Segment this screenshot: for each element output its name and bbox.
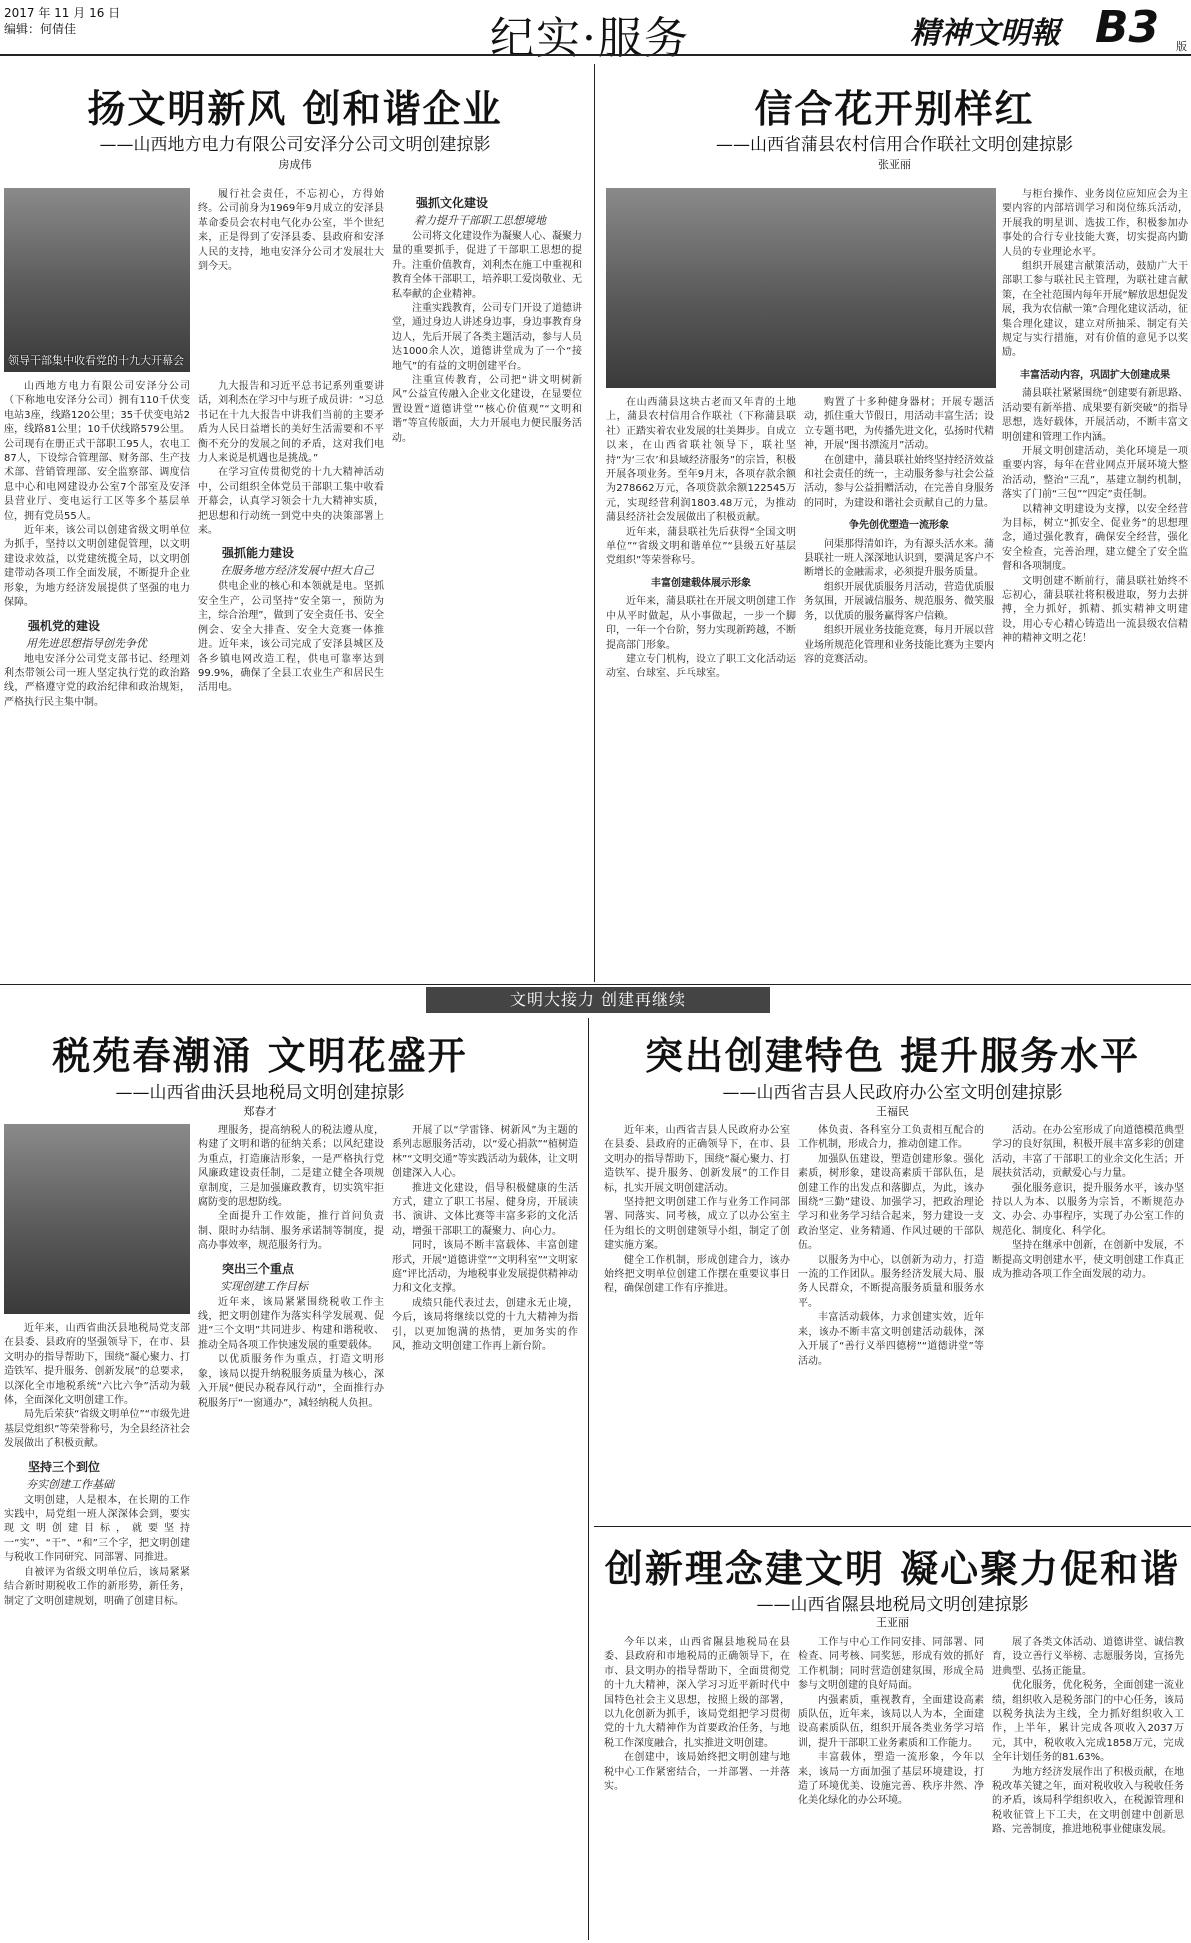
article3-paragraph: 开展了以“学雷锋、树新风”为主题的系列志愿服务活动，以“爱心捐款”“植树造林”“文明交通”等实践活动为载体，让文明创建深入人心。 bbox=[392, 1125, 578, 1180]
article3-photo bbox=[4, 1124, 190, 1314]
article4-title: 突出创建特色 提升服务水平 bbox=[644, 1034, 1141, 1078]
article3-paragraph: 文明创建，人是根本，在长期的工作实践中，局党组一班人深深体会到，要实现文明创建目标，就要坚持一“实”、“干”、“和”三个字，把文明创建与税收工作同研究、同部署、同推进。 bbox=[4, 1494, 190, 1564]
article5-column-1 bbox=[604, 1636, 790, 1938]
article4-subtitle: ——山西省吉县人民政府办公室文明创建掠影 bbox=[722, 1083, 1063, 1103]
article1-paragraph: 公司将文化建设作为凝聚人心、凝聚力量的重要抓手，促进了干部职工思想的提升。注重价值教育，刘利杰在施工中重视和教育全体干部职工，培养职工爱岗敬业、无私奉献的企业精神。 bbox=[392, 231, 582, 300]
article2-column-2 bbox=[804, 396, 994, 980]
article2-column-1 bbox=[606, 396, 796, 980]
column-divider bbox=[594, 64, 595, 982]
article1-paragraph: 注重实践教育，公司专门开设了道德讲堂，通过身边人讲述身边事，身边事教育身边人，先后开展了各类主题活动，参与人员达1000余人次，道德讲堂成为了一个“接地气”的有益的文明创建平台。 bbox=[392, 303, 582, 372]
article2-paragraph: 问渠那得清如许，为有源头活水来。蒲县联社一班人深深地认识到，要满足客户不断增长的金融需求，必须提升服务质量。 bbox=[804, 538, 994, 579]
article3-paragraph: 局先后荣获“省级文明单位”“市级先进基层党组织”等荣誉称号，为全县经济社会发展做出了积极贡献。 bbox=[4, 1409, 190, 1450]
article2-paragraph: 在创建中，蒲县联社始终坚持经济效益和社会责任的统一，主动服务参与社会公益活动，参与公益捐赠活动，在完善自身服务的同时，为建设和谐社会贡献自己的力量。 bbox=[804, 454, 994, 509]
article1-section-heading: 强机党的建设 bbox=[28, 618, 101, 633]
article2-paragraph: 在山西蒲县这块古老而又年青的土地上，蒲县农村信用合作联社（下称蒲县联社）正踏实着农业发展的壮美舞步。自成立以来，在山西省联社领导下，联社坚持“为‘三农’和县域经济服务”的宗旨，积极开展各项业务。至年9月末，各项存款余额为278662万元，各项贷款余额122545万元，实现经营利润1803.48万元，为推动蒲县经济社会发展做出了积极贡献。 bbox=[606, 397, 796, 524]
article1-paragraph: 供电企业的核心和本领就是电。坚抓安全生产，公司坚持“安全第一，预防为主，综合治理”，做到了安全责任书、安全例会、安全大排查、安全大竞赛一体推进。近年来，该公司完成了安泽县城区及各乡镇电网改造工程，供电可靠率达到99.9%，确保了全县工农业生产和居民生活用电。 bbox=[198, 581, 384, 694]
article1-section-subheading: 着力提升干部职工思想境地 bbox=[414, 214, 546, 227]
article3-section-heading: 坚持三个到位 bbox=[28, 1459, 101, 1474]
article3-paragraph: 理服务，提高纳税人的税法遵从度，构建了文明和谐的征纳关系；以风纪建设为重点，打造廉洁形象，一是严格执行党风廉政建设责任制，二是建立健全各项规章制度，三是加强廉政教育，切实筑牢拒腐防变的思想防线。 bbox=[198, 1125, 384, 1209]
article2-section-heading: 丰富活动内容，巩固扩大创建成果 bbox=[1020, 369, 1170, 381]
article1-column-3 bbox=[392, 188, 582, 980]
article1-column-1 bbox=[4, 380, 190, 980]
issue-date: 2017 年 11 月 16 日 bbox=[4, 6, 121, 20]
article3-paragraph: 以优质服务作为重点，打造文明形象，该局以提升纳税服务质量为核心，深入开展“便民办税春风行动”，全面推行办税服务厅“一窗通办”，减轻纳税人负担。 bbox=[198, 1354, 384, 1409]
article5-paragraph: 今年以来，山西省隰县地税局在县委、县政府和市地税局的正确领导下，在市、县文明办的指导帮助下，全面贯彻党的十九大精神，深入学习习近平新时代中国特色社会主义思想，按照上级的部署，以九化创新为抓手，该局党组把学习贯彻党的十九大精神作为首要政治任务，与地税工作深度融合，扎实推进文明创建。 bbox=[604, 1637, 790, 1749]
article2-title: 信合花开别样红 bbox=[754, 87, 1035, 131]
article3-title: 税苑春潮涌 文明花盛开 bbox=[52, 1034, 468, 1078]
article5-paragraph: 优化服务，优化税务，全面创建一流业绩，组织收入是税务部门的中心任务，该局以税务执法为主线，全力抓好组织收入工作，上半年，累计完成各项收入2037万元，其中，税收收入完成1858万元，完成全年计划任务的81.63%。 bbox=[992, 1680, 1184, 1764]
article1-paragraph: 近年来，该公司以创建省级文明单位为抓手，坚持以文明创建促管理，以文明建设求效益，以党建统揽全局，以文明创建带动各项工作全面发展，不断提升企业形象，为地方经济发展提供了坚强的电力保障。 bbox=[4, 525, 190, 609]
article2-section-heading: 丰富创建载体展示形象 bbox=[651, 577, 751, 589]
article3-paragraph: 同时，该局不断丰富载体、丰富创建形式，开展“道德讲堂”“文明科室”“文明家庭”评比活动，为地税事业发展提供精神动力和文化支撑。 bbox=[392, 1240, 578, 1295]
article2-paragraph: 组织开展建言献策活动，鼓励广大干部职工参与联社民主管理，为联社建言献策，在全社范围内每年开展“解放思想促发展，我为农信献一策”合理化建议活动，征集合理化建议，建立对所抽采、制定有关规定与实行措施，对有价值的意见予以奖励。 bbox=[1002, 261, 1188, 359]
article4-column-2 bbox=[798, 1124, 984, 1516]
article1-title: 扬文明新风 创和谐企业 bbox=[87, 87, 503, 131]
article4-paragraph: 活动。在办公室形成了向道德模范典型学习的良好氛围，积极开展丰富多彩的创建活动，丰富了干部职工的业余文化生活；开展扶贫活动，贡献爱心与力量。 bbox=[992, 1125, 1184, 1180]
article4-column-3 bbox=[992, 1124, 1184, 1516]
article5-paragraph: 内强素质，重视教育，全面建设高素质队伍，近年来，该局以人为本，全面建设高素质队伍，组织开展各类业务学习培训，提升干部职工业务素质和工作能力。 bbox=[798, 1694, 984, 1749]
article2-paragraph: 近年来，蒲县联社先后获得“全国文明单位”“省级文明和谐单位”“县级五好基层党组织”等荣誉称号。 bbox=[606, 526, 796, 567]
article5-title: 创新理念建文明 凝心聚力促和谐 bbox=[604, 1547, 1181, 1591]
article2-paragraph: 蒲县联社紧紧围绕“创建要有新思路、活动要有新举措、成果要有新突破”的指导思想，选好载体，开展活动，不断丰富文明创建和管理工作内涵。 bbox=[1002, 388, 1188, 443]
article4-paragraph: 体负责、各科室分工负责相互配合的工作机制，形成合力，推动创建工作。 bbox=[798, 1125, 984, 1151]
article4-paragraph: 加强队伍建设，塑造创建形象。强化素质，树形象，建设高素质干部队伍，是创建工作的出发点和落脚点，为此，该办围绕“三勤”建设、加强学习，把政治理论学习和业务学习结合起来，努力建设一支政治坚定、业务精通、作风过硬的干部队伍。 bbox=[798, 1153, 984, 1252]
article1-paragraph: 地电安泽分公司党支部书记、经理刘利杰带领公司一班人坚定执行党的政治路线，严格遵守党的政治纪律和政治规矩，严格执行民主集中制。 bbox=[4, 653, 190, 708]
article5-byline: 王亚丽 bbox=[876, 1616, 909, 1629]
header-rule bbox=[0, 54, 1191, 56]
section-title: 纪实·服务 bbox=[490, 13, 690, 64]
article5-subtitle: ——山西省隰县地税局文明创建掠影 bbox=[756, 1595, 1029, 1615]
article2-paragraph: 与柜台操作、业务岗位应知应会为主要内容的内部培训学习和岗位练兵活动，开展我的明星训、选拔工作，积极参加办事处的合行专业技能大赛，切实提高内勤人员的专业理论水平。 bbox=[1002, 189, 1188, 258]
article1-byline: 房成伟 bbox=[278, 158, 312, 171]
article4-column-1 bbox=[604, 1124, 790, 1516]
article5-paragraph: 在创建中，该局始终把文明创建与地税中心工作紧密结合，一并部署、一并落实。 bbox=[604, 1752, 790, 1793]
article1-column-2-top bbox=[198, 188, 384, 372]
article3-paragraph: 近年来，该局紧紧围绕税收工作主线，把文明创建作为落实科学发展观、促进“三个文明”共同进步、构建和谐税收、推动全局各项工作快速发展的重要载体。 bbox=[198, 1296, 384, 1351]
article1-paragraph: 山西地方电力有限公司安泽分公司（下称地电安泽分公司）拥有110千伏变电站3座，线路120公里；35千伏变电站2座，线路81公里；10千伏线路579公里。公司现有在册正式干部职工95人，农电工87人，下设综合管理部、财务部、生产技术部、营销管理部、安全监察部、调度信息中心和电网建设办公室7个部室及安泽县营业厅、变电运行工区等多个基层单位，拥有党员55人。 bbox=[4, 381, 190, 522]
article1-paragraph: 九大报告和习近平总书记系列重要讲话，刘利杰在学习中与班子成员讲：“习总书记在十九大报告中讲我们当前的主要矛盾为人民日益增长的美好生活需要和不平衡不充分的发展之间的矛盾，这对我们电力人来说是机遇也是挑战。” bbox=[198, 381, 384, 465]
column-divider bbox=[588, 1018, 589, 1940]
article3-byline: 郑春才 bbox=[243, 1105, 277, 1118]
article4-paragraph: 坚持在继承中创新，在创新中发展，不断提高文明创建水平，使文明创建工作真正成为推动各项工作全面发展的动力。 bbox=[992, 1240, 1184, 1281]
article2-byline: 张亚丽 bbox=[878, 158, 911, 171]
newspaper-name: 精神文明報 bbox=[910, 16, 1060, 51]
page-number: B3 bbox=[1095, 2, 1160, 53]
page-suffix: 版 bbox=[1176, 40, 1187, 53]
article5-column-3 bbox=[992, 1636, 1184, 1938]
article2-paragraph: 组织开展业务技能竞赛，每月开展以营业场所规范化管理和业务技能比赛为主要内容的竞赛活动。 bbox=[804, 625, 994, 665]
article4-paragraph: 强化服务意识，提升服务水平，该办坚持以人为本、以服务为宗旨，不断规范办文、办会、办事程序，实现了办公室工作的规范化、制度化、科学化。 bbox=[992, 1182, 1184, 1237]
article4-paragraph: 以服务为中心，以创新为动力，打造一流的工作团队。服务经济发展大局、服务人民群众，不断提高服务质量和服务水平。 bbox=[798, 1254, 984, 1309]
article2-paragraph: 近年来，蒲县联社在开展文明创建工作中从平时做起，从小事做起，一步一个脚印，一年一个台阶，努力实现新跨越，不断提高部门形象。 bbox=[606, 596, 796, 651]
article3-subtitle: ——山西省曲沃县地税局文明创建掠影 bbox=[115, 1083, 405, 1103]
article3-paragraph: 成绩只能代表过去，创建永无止境，今后，该局将继续以党的十九大精神为指引，以更加饱满的热情，更加务实的作风，推动文明创建工作再上新台阶。 bbox=[392, 1297, 578, 1353]
article1-section-subheading: 用先进思想指导创先争优 bbox=[26, 636, 147, 650]
article5-paragraph: 丰富载体，塑造一流形象，今年以来，该局一方面加强了基层环境建设，打造了环境优美、设施完善、秩序井然、净化美化绿化的办公环境。 bbox=[798, 1752, 984, 1807]
article4-byline: 王福民 bbox=[876, 1105, 909, 1118]
article5-column-2 bbox=[798, 1636, 984, 1938]
article1-subtitle: ——山西地方电力有限公司安泽分公司文明创建掠影 bbox=[99, 135, 491, 155]
article4-paragraph: 坚持把文明创建工作与业务工作同部署、同落实、同考核，成立了以办公室主任为组长的文明创建领导小组，制定了创建实施方案。 bbox=[604, 1197, 790, 1252]
article4-paragraph: 健全工作机制，形成创建合力，该办始终把文明单位创建工作摆在重要议事日程，确保创建工作有序推进。 bbox=[604, 1254, 790, 1295]
article2-column-right bbox=[1002, 188, 1188, 980]
article2-subtitle: ——山西省蒲县农村信用合作联社文明创建掠影 bbox=[716, 135, 1073, 155]
article2-section-heading: 争先创优塑造一流形象 bbox=[849, 520, 949, 532]
article1-section-subheading: 在服务地方经济发展中担大自己 bbox=[220, 564, 374, 578]
article1-photo-caption: 领导干部集中收看党的十九大开幕会 bbox=[8, 354, 184, 367]
article3-column-1 bbox=[4, 1322, 190, 1938]
article5-paragraph: 为地方经济发展作出了积极贡献，在地税改革关键之年，面对税收收入与税收任务的矛盾，该局科学组织收入，在税源管理和税收征管上下工夫，在文明创建中创新思路、完善制度，推进地税事业健康发展。 bbox=[992, 1766, 1184, 1836]
article2-paragraph: 开展文明创建活动，美化环境是一项重要内容，每年在营业网点开展环境大整治活动，整治“三乱”，基建立制约机制，落实了门前“三包”“四定”责任制。 bbox=[1002, 445, 1188, 501]
article4-paragraph: 丰富活动载体，力求创建实效，近年来，该办不断丰富文明创建活动载体，深入开展了“善行义举四德榜”“道德讲堂”等活动。 bbox=[798, 1312, 984, 1367]
article3-paragraph: 自被评为省级文明单位后，该局紧紧结合新时期税收工作的新形势，新任务，制定了文明创建规划，明确了创建目标。 bbox=[4, 1566, 190, 1607]
article-divider bbox=[594, 1526, 1191, 1527]
banner-rule bbox=[0, 984, 1191, 985]
article3-section-subheading: 实现创建工作目标 bbox=[220, 1279, 308, 1293]
article4-paragraph: 近年来，山西省吉县人民政府办公室在县委、县政府的正确领导下，在市、县文明办的指导帮助下，围绕“凝心聚力、打造铁军、提升服务、创新发展”的工作目标，扎实开展文明创建活动。 bbox=[604, 1125, 790, 1194]
article1-section-heading: 强抓能力建设 bbox=[222, 546, 295, 561]
editor-credit: 编辑：何倩佳 bbox=[4, 22, 77, 36]
article1-photo bbox=[4, 188, 190, 372]
article3-column-2 bbox=[198, 1124, 384, 1938]
article1-paragraph: 注重宣传教育，公司把“讲文明树新风”公益宣传融入企业文化建设，在显要位置设置“道德讲堂”“核心价值观”“文明和谐”等宣传版面，大力开展电力便民服务活动。 bbox=[392, 375, 582, 444]
article3-paragraph: 全面提升工作效能，推行首问负责制、限时办结制、服务承诺制等制度，提高办事效率，规范服务行为。 bbox=[198, 1211, 384, 1252]
article2-paragraph: 组织开展优质服务月活动，营造优质服务氛围，开展诚信服务、规范服务、微笑服务，以优质的服务赢得客户信赖。 bbox=[804, 581, 994, 622]
article5-paragraph: 工作与中心工作同安排、同部署、同检查、同考核、同奖惩，形成有效的抓好工作机制；同时营造创建氛围，形成全局参与文明创建的良好局面。 bbox=[798, 1637, 984, 1692]
article1-paragraph: 在学习宣传贯彻党的十九大精神活动中，公司组织全体党员干部职工集中收看开幕会，认真学习领会十九大精神实质，把思想和行动统一到党中央的决策部署上来。 bbox=[198, 467, 384, 537]
series-banner: 文明大接力 创建再继续 bbox=[426, 987, 770, 1013]
article3-section-subheading: 夯实创建工作基础 bbox=[26, 1477, 114, 1491]
article1-section-heading: 强抓文化建设 bbox=[416, 196, 489, 210]
article2-paragraph: 文明创建不断前行，蒲县联社始终不忘初心，蒲县联社将积极进取，努力去拼搏，全力抓好，抓精、抓实精神文明建设，用心专心精心铸造出一流县级农信精神的精神文明之花！ bbox=[1002, 575, 1188, 645]
article3-paragraph: 近年来，山西省曲沃县地税局党支部在县委、县政府的坚强领导下，在市、县文明办的指导帮助下，围绕“凝心聚力、打造铁军、提升服务、创新发展”的总要求，以深化全市地税系统“六比六争”活动为载体，全面深化文明创建工作。 bbox=[4, 1323, 190, 1407]
article2-paragraph: 购置了十多种健身器材；开展专题活动，抓住重大节假日，用活动丰富生活；设立专题书吧，为传播先进文化，弘扬时代精神，开展“图书漂流月”活动。 bbox=[804, 397, 994, 452]
article3-paragraph: 推进文化建设，倡导积极健康的生活方式，建立了职工书屋、健身房，开展读书、演讲、文体比赛等丰富多彩的文化活动，增强干部职工的凝聚力、向心力。 bbox=[392, 1182, 578, 1237]
article5-paragraph: 展了各类文体活动、道德讲堂、诚信教育，设立善行义举榜、志愿服务岗，宣扬先进典型、弘扬正能量。 bbox=[992, 1637, 1184, 1677]
article2-paragraph: 以精神文明建设为支撑，以安全经营为目标，树立“抓安全、促业务”的思想理念，通过强化教育，确保安全经营，强化安全检查，完善治理，建立健全了安全监督和各项制度。 bbox=[1002, 503, 1188, 573]
article1-paragraph: 履行社会责任，不忘初心，方得始终。公司前身为1969年9月成立的安泽县革命委员会农村电气化办公室，半个世纪来，正是得到了安泽县委、县政府和安泽人民的支持，地电安泽分公司才发展壮大到今天。 bbox=[198, 189, 384, 273]
article1-column-2 bbox=[198, 380, 384, 980]
article2-photo bbox=[606, 188, 996, 388]
article2-paragraph: 建立专门机构，设立了职工文化活动运动室、台球室、乒乓球室。 bbox=[606, 653, 796, 680]
article3-column-3 bbox=[392, 1124, 578, 1938]
article3-section-heading: 突出三个重点 bbox=[222, 1261, 295, 1276]
